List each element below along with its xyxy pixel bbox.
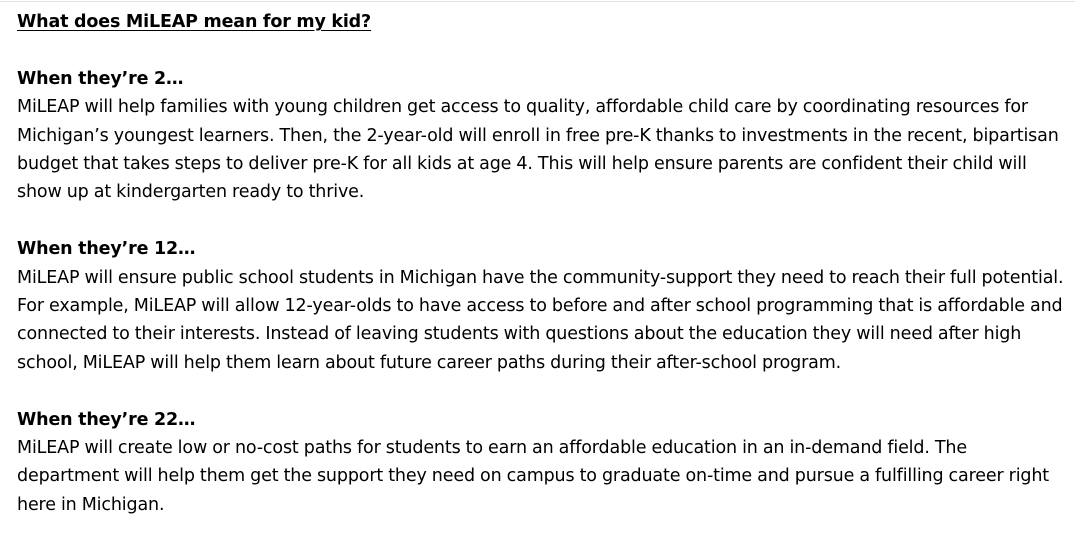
section-paragraph: MiLEAP will ensure public school students in Michigan have the community-support they need to reach their full potential. For example, MiLEAP will allow 12-year-olds to have access to before and after school programming that is affordable and connected to their interests. Instead of leaving students with questions about the education they will need after high school, MiLEAP will help them learn about future career paths during their after-school program. <box>17 267 1064 373</box>
section-age-12 <box>17 235 1071 377</box>
section-age-2 <box>17 65 1071 207</box>
section-heading: When they’re 12… <box>17 239 196 260</box>
section-heading: When they’re 22… <box>17 409 196 430</box>
section-heading: When they’re 2… <box>17 68 184 89</box>
document-title: What does MiLEAP mean for my kid? <box>17 12 372 32</box>
section-paragraph: MiLEAP will create low or no-cost paths for students to earn an affordable education in an in-demand field. The department will help them get the support they need on campus to graduate on-time and pursue a fulfilling career right here in Michigan. <box>17 438 1050 515</box>
section-age-22 <box>17 406 1071 520</box>
top-border <box>0 1 1075 2</box>
document-body <box>17 8 1071 519</box>
section-paragraph: MiLEAP will help families with young children get access to quality, affordable child care by coordinating resources for Michigan’s youngest learners. Then, the 2-year-old will enroll in free pre-K thanks to investments in the recent, bipartisan budget that takes steps to deliver pre-K for all kids at age 4. This will help ensure parents are confident their child will show up at kindergarten ready to thrive. <box>17 97 1059 203</box>
